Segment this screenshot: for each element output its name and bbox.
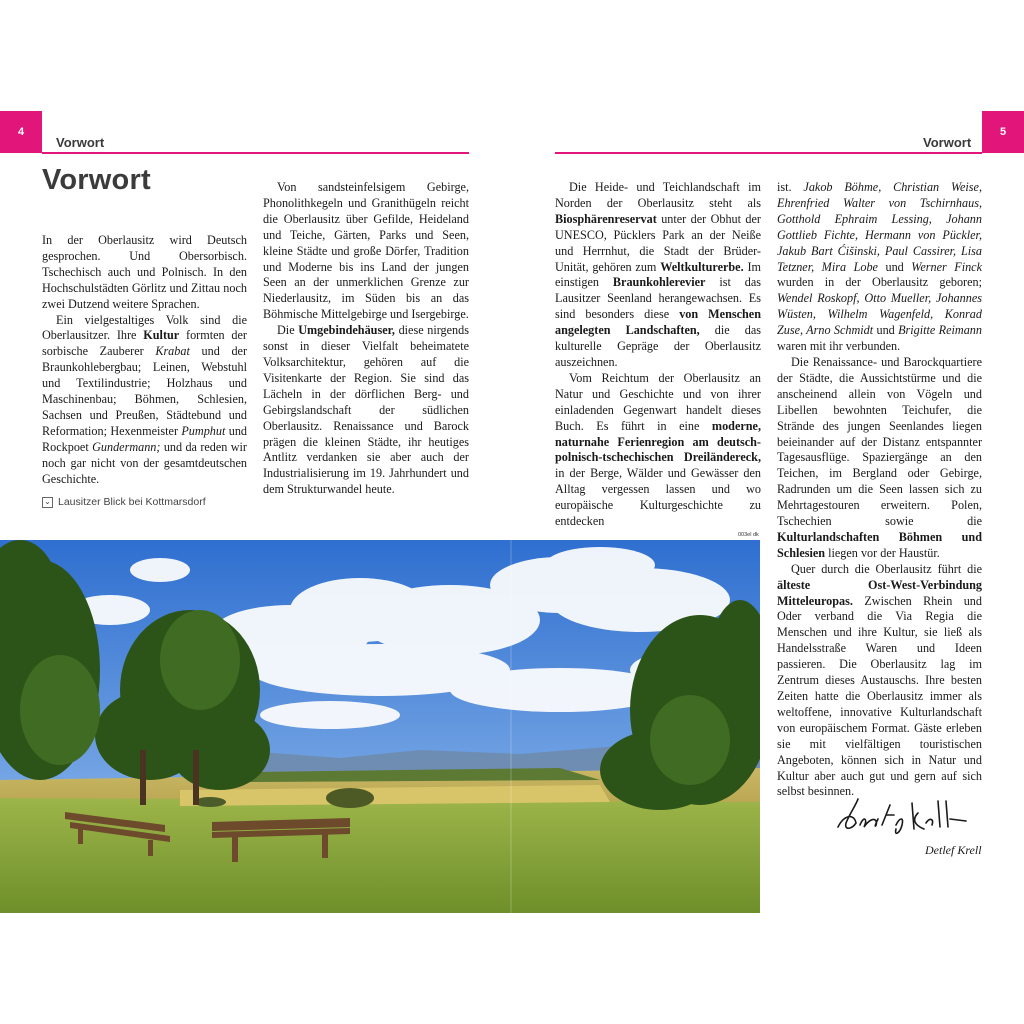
- header-rule-right: [555, 152, 982, 154]
- expand-box-icon: ⌄: [42, 497, 53, 508]
- page-title: Vorwort: [42, 164, 151, 196]
- photo-credit: 003el dk: [738, 532, 759, 538]
- text-column-3: Die Heide- und Teichlandschaft im Norden der Oberlausitz steht als Biosphärenreservat unter der Obhut der UNESCO, Pücklers Park an der Neiße und Herrnhut, die Stadt der Brüder-Unität, gehören zum Weltkulturerbe. Im einstigen Braunkohlerevier ist das Lausitzer Seenland herangewachsen. Es sind besonders diese von Menschen angelegten Landschaften, die das kulturelle Gepräge der Oberlausitz auszeichnen. Vom Reichtum der Oberlausitz an Natur und Geschichte und von ihrer einladenden Gegenwart handelt dieses Buch. Es führt in eine moderne, naturnahe Ferienregion am deutsch-polnisch-tschechischen Dreiländereck, in der Berge, Wälder und Gewässer den Alltag vergessen lassen und wo europäische Kulturgeschichte zu entdecken: [555, 180, 761, 529]
- signature-image: [834, 795, 984, 845]
- page-number-left: 4: [0, 111, 42, 153]
- text-column-1: In der Oberlausitz wird Deutsch gesprochen. Und Obersorbisch. Tschechisch auch und Polnisch. In den Hochschulstädten Görlitz und Zittau noch zwei Dutzend weitere Sprachen. Ein vielgestaltiges Volk sind die Oberlausitzer. Ihre Kultur formten der sorbische Zauberer Krabat und der Braunkohlebergbau; Leinen, Webstuhl und Textilindustrie; Holzhaus und Maschinenbau; Böhmen, Schlesien, Sachsen und Preußen, Städtebund und Reformation; Hexenmeister Pumphut und Rockpoet Gundermann; und da reden wir noch gar nicht von der gesamtdeutschen Geschichte.: [42, 233, 247, 486]
- photo-caption: [42, 496, 206, 508]
- author-name: Detlef Krell: [925, 843, 982, 857]
- header-rule-left: [42, 152, 469, 154]
- running-head-right: Vorwort: [923, 135, 972, 150]
- page-number-right: 5: [982, 111, 1024, 153]
- text-column-2: Von sandsteinfelsigem Gebirge, Phonolithkegeln und Granithügeln reicht die Oberlausitz über Gefilde, Heideland und Teiche, Gärten, Parks und Seen, kleine Städte und große Dörfer, Tradition und Moderne bis ins Land der jungen Seen an der unmerklichen Grenze zur Niederlausitz, im Süden bis an das Böhmische Mittelgebirge und Isergebirge. Die Umgebindehäuser, diese nirgends sonst in dieser Vielfalt beheimatete Volksarchitektur, gehören auf die Visitenkarte der Region. Sie sind das Lächeln in der dörflichen Berg- und Gebirgslandschaft der südlichen Oberlausitz. Renaissance und Barock prägen die kleinen Städte, ihr heutiges Antlitz verdanken sie aber auch der Industrialisierung im 19. Jahrhundert und dem Strukturwandel heute.: [263, 180, 469, 497]
- running-head-left: Vorwort: [56, 135, 105, 150]
- landscape-photo: [0, 540, 760, 913]
- photo-caption-text: Lausitzer Blick bei Kottmarsdorf: [58, 496, 206, 508]
- text-column-4: ist. Jakob Böhme, Christian Weise, Ehrenfried Walter von Tschirnhaus, Gotthold Ephraim Lessing, Johann Gottlieb Fichte, Hermann von Pückler, Jakub Bart Ćišinski, Paul Cassirer, Lisa Tetzner, Mira Lobe und Werner Finck wurden in der Oberlausitz geboren; Wendel Roskopf, Otto Mueller, Johannes Wüsten, Wilhelm Wagenfeld, Konrad Zuse, Arno Schmidt und Brigitte Reimann waren mit ihr verbunden. Die Renaissance- und Barockquartiere der Städte, die Aussichtstürme und die anscheinend allein von Vögeln und Libellen bewohnten Teichufer, die Strände des jungen Seenlandes liegen beieinander auf der Distanz entspannter Tagesausflüge. Spaziergänge an den Teichen, im Bergland oder Gebirge, Radrunden um die Seen lassen sich zu Mehrtagestouren erweitern. Polen, Tschechien sowie die Kulturlandschaften Böhmen und Schlesien liegen vor der Haustür. Quer durch die Oberlausitz führt die älteste Ost-West-Verbindung Mitteleuropas. Zwischen Rhein und Oder verband die Via Regia die Menschen und ihre Kultur, sie ließ als Handelsstraße Waren und Ideen passieren. Die Oberlausitz lag im Zentrum dieses Austauschs. Ihre besten Zeiten hatte die Oberlausitz immer als weltoffene, innovative Kulturlandschaft von europäischem Format. Gäste erleben sie mit vielfältigen touristischen Angeboten, können sich in Natur und Kultur aber auch gut und gern auf sich selbst besinnen.: [777, 180, 982, 799]
